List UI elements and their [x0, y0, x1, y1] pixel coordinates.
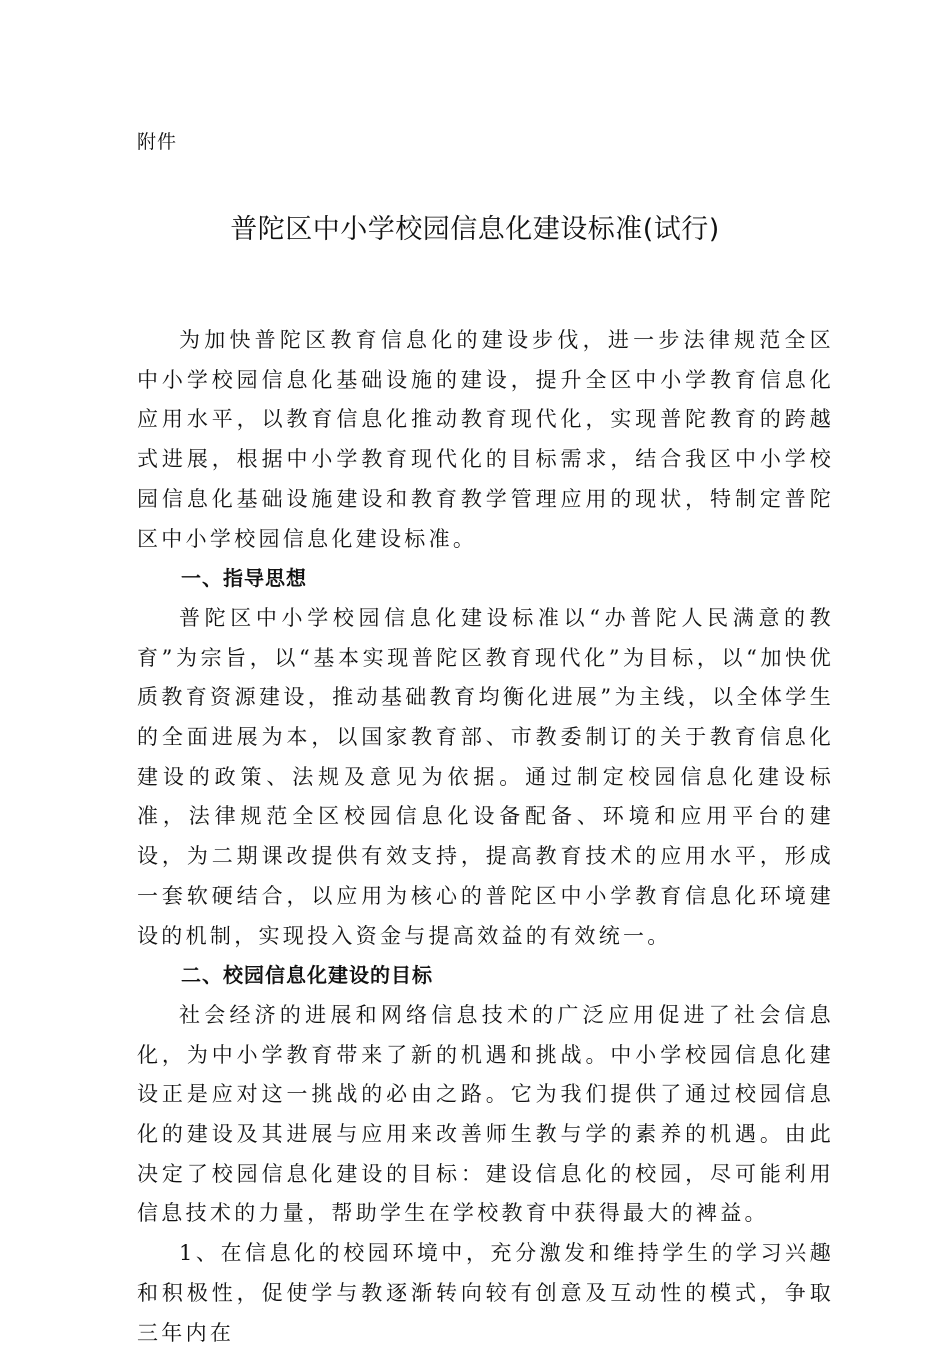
goal-item-1: 1、在信息化的校园环境中，充分激发和维持学生的学习兴趣和积极性，促使学与教逐渐转向较有创意及互动性的模式，争取三年内在 [137, 1241, 834, 1345]
goals-paragraph: 社会经济的进展和网络信息技术的广泛应用促进了社会信息化，为中小学教育带来了新的机遇和挑战。中小学校园信息化建设正是应对这一挑战的必由之路。它为我们提供了通过校园信息化的建设及其进展与应用来改善师生教与学的素养的机遇。由此决定了校园信息化建设的目标：建设信息化的校园，尽可能利用信息技术的力量，帮助学生在学校教育中获得最大的裨益。 [137, 1002, 834, 1226]
document-body [137, 321, 834, 1353]
document-title: 普陀区中小学校园信息化建设标准(试行) [230, 214, 720, 245]
section-heading-guiding-ideology: 一、指导思想 [181, 566, 307, 591]
section-heading-goals: 二、校园信息化建设的目标 [181, 963, 433, 988]
attachment-label: 附件 [137, 131, 178, 153]
intro-paragraph: 为加快普陀区教育信息化的建设步伐，进一步法律规范全区中小学校园信息化基础设施的建设，提升全区中小学教育信息化应用水平，以教育信息化推动教育现代化，实现普陀教育的跨越式进展，根据中小学教育现代化的目标需求，结合我区中小学校园信息化基础设施建设和教育教学管理应用的现状，特制定普陀区中小学校园信息化建设标准。 [137, 328, 834, 551]
guiding-ideology-paragraph: 普陀区中小学校园信息化建设标准以“办普陀人民满意的教育”为宗旨，以“基本实现普陀区教育现代化”为目标，以“加快优质教育资源建设，推动基础教育均衡化进展”为主线，以全体学生的全面进展为本，以国家教育部、市教委制订的关于教育信息化建设的政策、法规及意见为依据。通过制定校园信息化建设标准，法律规范全区校园信息化设备配备、环境和应用平台的建设，为二期课改提供有效支持，提高教育技术的应用水平，形成一套软硬结合，以应用为核心的普陀区中小学教育信息化环境建设的机制，实现投入资金与提高效益的有效统一。 [137, 605, 834, 948]
